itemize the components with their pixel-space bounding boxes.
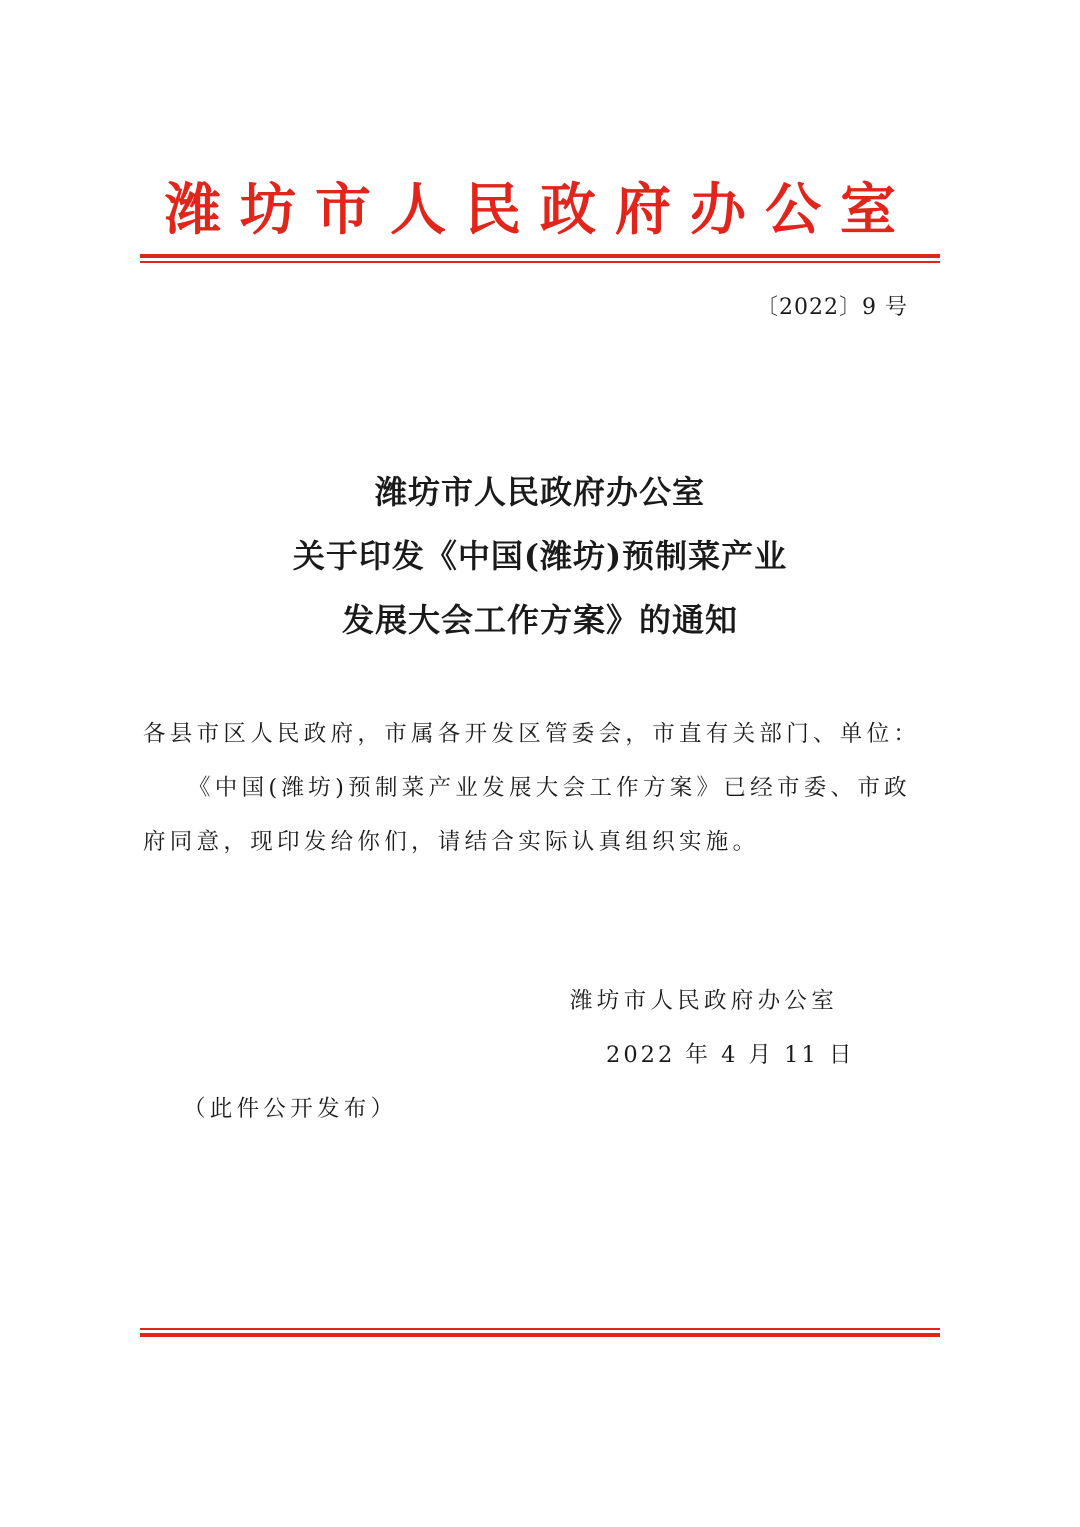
salutation: 各县市区人民政府，市属各开发区管委会，市直有关部门、单位： bbox=[143, 721, 921, 747]
title-line-2: 关于印发《中国(潍坊)预制菜产业 bbox=[292, 537, 788, 575]
body-paragraph bbox=[143, 761, 943, 869]
title-line-3: 发展大会工作方案》的通知 bbox=[341, 601, 738, 639]
signature-issuer: 潍坊市人民政府办公室 bbox=[570, 988, 839, 1014]
bottom-red-rule bbox=[140, 1328, 940, 1337]
title-line-1: 潍坊市人民政府办公室 bbox=[374, 473, 705, 511]
paragraph-line-1: 《中国(潍坊)预制菜产业发展大会工作方案》已经市委、市政 bbox=[188, 775, 911, 801]
document-number: 〔2022〕9 号 bbox=[756, 295, 908, 320]
top-red-rule bbox=[140, 254, 940, 263]
signature-date: 2022 年 4 月 11 日 bbox=[606, 1042, 855, 1068]
paragraph-line-2: 府同意，现印发给你们，请结合实际认真组织实施。 bbox=[143, 829, 760, 855]
document-title bbox=[140, 460, 940, 652]
masthead-agency-name: 潍坊市人民政府办公室 bbox=[165, 177, 915, 243]
publicity-note: （此件公开发布） bbox=[183, 1096, 398, 1122]
